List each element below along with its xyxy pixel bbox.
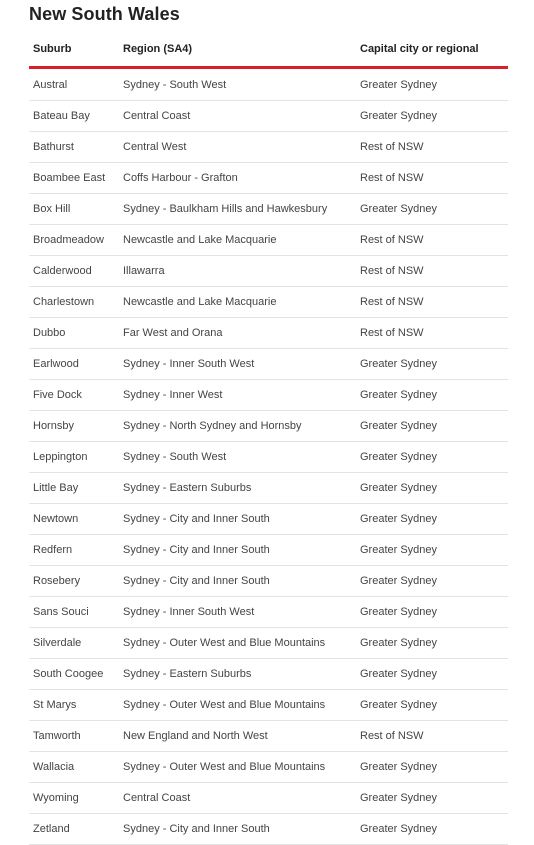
table-row <box>29 752 508 783</box>
cell-capital-city-or-regional: Greater Sydney <box>356 566 508 597</box>
cell-region: Sydney - Inner South West <box>119 349 356 380</box>
table-row <box>29 380 508 411</box>
column-header-capital-city-or-regional: Capital city or regional <box>356 31 508 68</box>
cell-capital-city-or-regional: Rest of NSW <box>356 256 508 287</box>
cell-suburb: Broadmeadow <box>29 225 119 256</box>
cell-suburb: Redfern <box>29 535 119 566</box>
cell-suburb: Newtown <box>29 504 119 535</box>
cell-suburb: South Coogee <box>29 659 119 690</box>
cell-capital-city-or-regional: Greater Sydney <box>356 411 508 442</box>
table-row <box>29 318 508 349</box>
table-header <box>29 31 508 68</box>
table-row <box>29 411 508 442</box>
table-row <box>29 101 508 132</box>
table-row <box>29 68 508 101</box>
cell-suburb: Five Dock <box>29 380 119 411</box>
cell-region: Central Coast <box>119 783 356 814</box>
cell-suburb: Zetland <box>29 814 119 845</box>
cell-region: Sydney - Inner South West <box>119 597 356 628</box>
table-body <box>29 68 508 845</box>
cell-capital-city-or-regional: Rest of NSW <box>356 287 508 318</box>
cell-suburb: Charlestown <box>29 287 119 318</box>
table-row <box>29 256 508 287</box>
cell-capital-city-or-regional: Greater Sydney <box>356 690 508 721</box>
cell-region: New England and North West <box>119 721 356 752</box>
cell-region: Sydney - Outer West and Blue Mountains <box>119 628 356 659</box>
table-row <box>29 721 508 752</box>
cell-suburb: Calderwood <box>29 256 119 287</box>
table-row <box>29 597 508 628</box>
suburb-table <box>29 31 508 845</box>
cell-region: Sydney - Baulkham Hills and Hawkesbury <box>119 194 356 225</box>
cell-suburb: Wyoming <box>29 783 119 814</box>
cell-region: Newcastle and Lake Macquarie <box>119 225 356 256</box>
cell-suburb: St Marys <box>29 690 119 721</box>
cell-suburb: Little Bay <box>29 473 119 504</box>
cell-region: Newcastle and Lake Macquarie <box>119 287 356 318</box>
table-row <box>29 659 508 690</box>
table-row <box>29 628 508 659</box>
cell-capital-city-or-regional: Greater Sydney <box>356 504 508 535</box>
cell-capital-city-or-regional: Greater Sydney <box>356 814 508 845</box>
cell-region: Sydney - Outer West and Blue Mountains <box>119 752 356 783</box>
cell-capital-city-or-regional: Greater Sydney <box>356 101 508 132</box>
cell-suburb: Leppington <box>29 442 119 473</box>
cell-region: Sydney - City and Inner South <box>119 566 356 597</box>
cell-region: Sydney - South West <box>119 442 356 473</box>
cell-region: Illawarra <box>119 256 356 287</box>
page-title: New South Wales <box>29 4 180 24</box>
cell-suburb: Boambee East <box>29 163 119 194</box>
table-row <box>29 349 508 380</box>
cell-region: Sydney - City and Inner South <box>119 535 356 566</box>
cell-suburb: Wallacia <box>29 752 119 783</box>
cell-region: Sydney - City and Inner South <box>119 814 356 845</box>
column-header-suburb: Suburb <box>29 31 119 68</box>
cell-suburb: Austral <box>29 68 119 101</box>
cell-suburb: Box Hill <box>29 194 119 225</box>
cell-capital-city-or-regional: Rest of NSW <box>356 318 508 349</box>
cell-region: Central Coast <box>119 101 356 132</box>
cell-capital-city-or-regional: Rest of NSW <box>356 163 508 194</box>
cell-capital-city-or-regional: Greater Sydney <box>356 442 508 473</box>
cell-region: Sydney - Inner West <box>119 380 356 411</box>
table-row <box>29 535 508 566</box>
cell-region: Sydney - South West <box>119 68 356 101</box>
cell-region: Sydney - North Sydney and Hornsby <box>119 411 356 442</box>
table-row <box>29 504 508 535</box>
table-row <box>29 225 508 256</box>
table-row <box>29 566 508 597</box>
cell-suburb: Bateau Bay <box>29 101 119 132</box>
cell-suburb: Rosebery <box>29 566 119 597</box>
cell-region: Central West <box>119 132 356 163</box>
cell-region: Sydney - Outer West and Blue Mountains <box>119 690 356 721</box>
cell-region: Sydney - Eastern Suburbs <box>119 659 356 690</box>
cell-suburb: Dubbo <box>29 318 119 349</box>
cell-capital-city-or-regional: Greater Sydney <box>356 380 508 411</box>
table-row <box>29 442 508 473</box>
cell-suburb: Bathurst <box>29 132 119 163</box>
table-row <box>29 783 508 814</box>
cell-capital-city-or-regional: Greater Sydney <box>356 783 508 814</box>
header-row <box>29 31 508 68</box>
cell-suburb: Silverdale <box>29 628 119 659</box>
cell-capital-city-or-regional: Greater Sydney <box>356 473 508 504</box>
cell-suburb: Sans Souci <box>29 597 119 628</box>
cell-capital-city-or-regional: Rest of NSW <box>356 721 508 752</box>
cell-capital-city-or-regional: Greater Sydney <box>356 628 508 659</box>
table-row <box>29 690 508 721</box>
cell-capital-city-or-regional: Greater Sydney <box>356 349 508 380</box>
cell-suburb: Tamworth <box>29 721 119 752</box>
table-row <box>29 194 508 225</box>
table-row <box>29 473 508 504</box>
table-row <box>29 132 508 163</box>
cell-capital-city-or-regional: Rest of NSW <box>356 225 508 256</box>
cell-capital-city-or-regional: Rest of NSW <box>356 132 508 163</box>
column-header-region: Region (SA4) <box>119 31 356 68</box>
cell-capital-city-or-regional: Greater Sydney <box>356 68 508 101</box>
cell-region: Far West and Orana <box>119 318 356 349</box>
cell-suburb: Earlwood <box>29 349 119 380</box>
cell-capital-city-or-regional: Greater Sydney <box>356 659 508 690</box>
table-row <box>29 163 508 194</box>
cell-capital-city-or-regional: Greater Sydney <box>356 597 508 628</box>
cell-capital-city-or-regional: Greater Sydney <box>356 194 508 225</box>
table-row <box>29 814 508 845</box>
table-row <box>29 287 508 318</box>
cell-capital-city-or-regional: Greater Sydney <box>356 535 508 566</box>
cell-region: Sydney - Eastern Suburbs <box>119 473 356 504</box>
cell-region: Sydney - City and Inner South <box>119 504 356 535</box>
cell-region: Coffs Harbour - Grafton <box>119 163 356 194</box>
cell-suburb: Hornsby <box>29 411 119 442</box>
cell-capital-city-or-regional: Greater Sydney <box>356 752 508 783</box>
